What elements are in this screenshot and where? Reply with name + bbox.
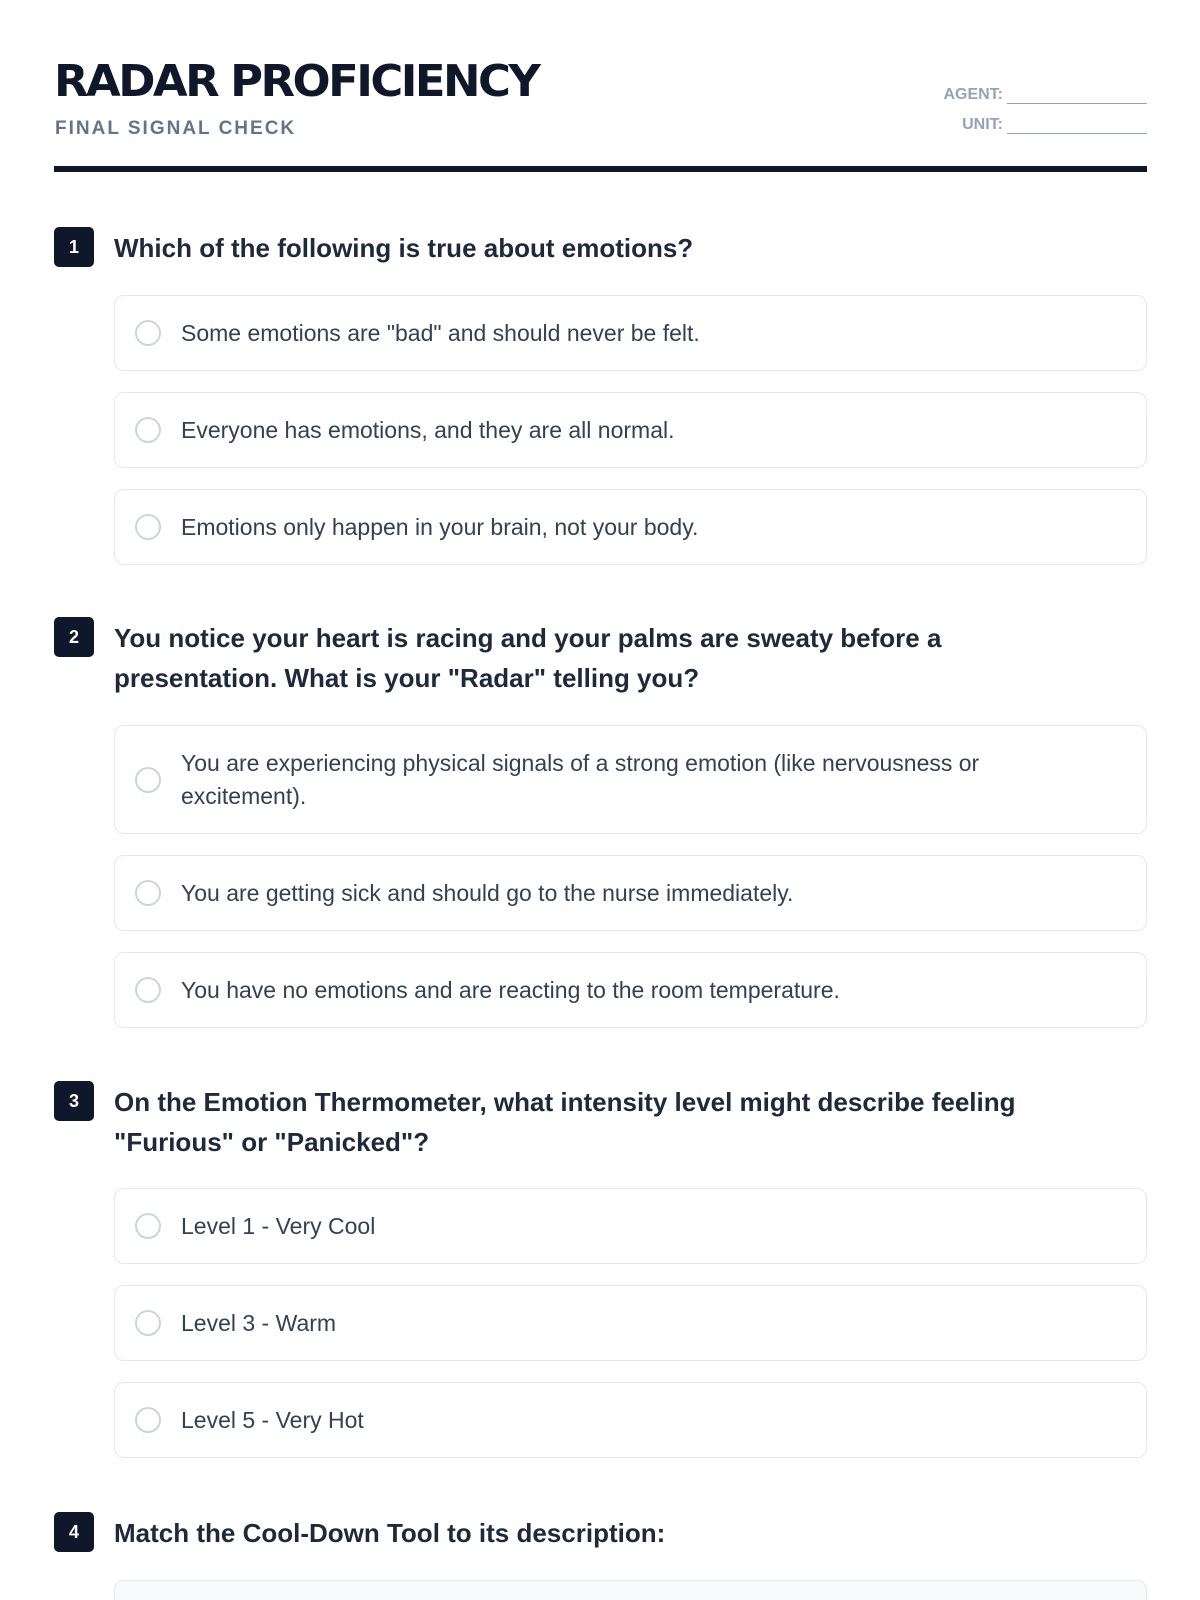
radio-button[interactable] [135, 320, 161, 346]
radio-button[interactable] [135, 417, 161, 443]
option-label: Level 5 - Very Hot [181, 1406, 364, 1433]
page-title: RADAR PROFICIENCY [54, 56, 539, 107]
answer-option[interactable] [114, 295, 1147, 371]
radio-button[interactable] [135, 880, 161, 906]
option-label: Level 3 - Warm [181, 1309, 337, 1336]
answer-option[interactable] [114, 725, 1147, 834]
option-label: You have no emotions and are reacting to the room temperature. [181, 976, 840, 1003]
answer-option[interactable] [114, 1285, 1147, 1361]
question-number-badge: 1 [54, 227, 94, 267]
worksheet-header [54, 56, 1147, 176]
student-info [927, 86, 1147, 146]
option-label: Some emotions are "bad" and should never be felt. [181, 319, 700, 346]
question-text: On the Emotion Thermometer, what intensity level might describe feeling "Furious" or "Panicked"? [114, 1087, 1016, 1157]
answer-option[interactable] [114, 1382, 1147, 1458]
radio-button[interactable] [135, 767, 161, 793]
option-label: Level 1 - Very Cool [181, 1212, 376, 1239]
answer-option[interactable] [114, 952, 1147, 1028]
radio-button[interactable] [135, 1213, 161, 1239]
question-text: You notice your heart is racing and your palms are sweaty before a presentation. What is your "Radar" telling you? [114, 623, 942, 693]
answer-option[interactable] [114, 1188, 1147, 1264]
radio-button[interactable] [135, 514, 161, 540]
header-divider [54, 166, 1147, 172]
agent-label: AGENT: [943, 86, 1003, 103]
answer-option[interactable] [114, 489, 1147, 565]
question-text: Which of the following is true about emotions? [114, 233, 694, 263]
question-number-badge: 3 [54, 1081, 94, 1121]
radio-button[interactable] [135, 1310, 161, 1336]
option-label: Emotions only happen in your brain, not your body. [181, 513, 699, 540]
option-label: You are experiencing physical signals of a strong emotion (like nervousness or excitement). [181, 749, 980, 809]
question-text: Match the Cool-Down Tool to its description: [114, 1518, 666, 1548]
option-label: You are getting sick and should go to the nurse immediately. [181, 879, 794, 906]
radio-button[interactable] [135, 977, 161, 1003]
match-panel [114, 1580, 1147, 1600]
agent-field[interactable] [927, 86, 1147, 104]
page-subtitle: FINAL SIGNAL CHECK [55, 118, 297, 139]
agent-blank[interactable] [1007, 90, 1147, 104]
unit-blank[interactable] [1007, 120, 1147, 134]
answer-option[interactable] [114, 392, 1147, 468]
question-number-badge: 4 [54, 1512, 94, 1552]
radio-button[interactable] [135, 1407, 161, 1433]
unit-label: UNIT: [962, 116, 1003, 133]
unit-field[interactable] [927, 116, 1147, 134]
answer-option[interactable] [114, 855, 1147, 931]
question-number-badge: 2 [54, 617, 94, 657]
option-label: Everyone has emotions, and they are all normal. [181, 416, 675, 443]
